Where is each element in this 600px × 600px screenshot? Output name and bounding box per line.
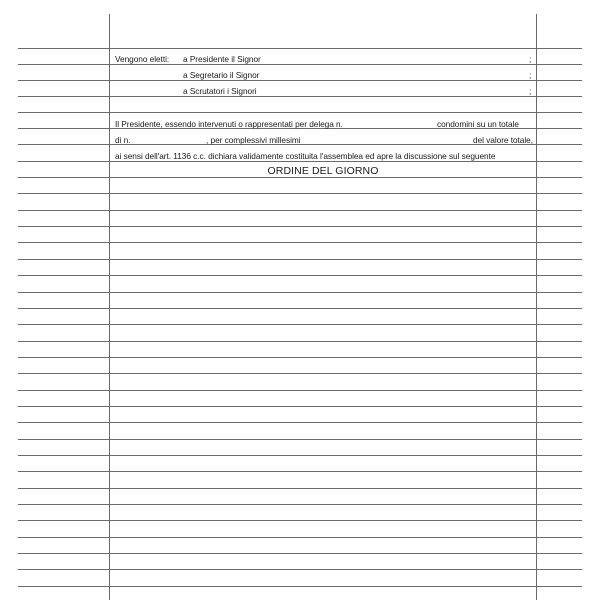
ruled-line: [18, 537, 582, 538]
scrutineers-label: a Scrutatori i Signori: [183, 86, 257, 96]
ruled-line: [18, 373, 582, 374]
ruled-line: [18, 553, 582, 554]
ruled-line: [18, 80, 582, 81]
declaration-text: ai sensi dell'art. 1136 c.c. dichiara validamente costituita l'assemblea ed apre la discussione sul seguente: [115, 151, 496, 161]
elected-label: Vengono eletti:: [115, 54, 170, 64]
president-label: a Presidente il Signor: [183, 54, 261, 64]
ruled-line: [18, 324, 582, 325]
millesimi-text: , per complessivi millesimi: [206, 135, 301, 145]
ruled-line: [18, 177, 582, 178]
ruled-line: [18, 292, 582, 293]
ruled-line: [18, 242, 582, 243]
ruled-line: [18, 455, 582, 456]
of-number-text: di n.: [115, 135, 131, 145]
ruled-line: [18, 504, 582, 505]
ruled-line: [18, 390, 582, 391]
attendance-text: Il Presidente, essendo intervenuti o rappresentati per delega n.: [115, 119, 343, 129]
ruled-line: [18, 439, 582, 440]
ruled-line: [18, 357, 582, 358]
total-value-text: del valore totale,: [473, 135, 533, 145]
ruled-line: [18, 193, 582, 194]
ruled-line: [18, 275, 582, 276]
secretary-semicolon: ;: [529, 70, 532, 80]
ruled-line: [18, 341, 582, 342]
right-margin-line: [536, 14, 537, 600]
ruled-line: [18, 520, 582, 521]
ruled-line: [18, 64, 582, 65]
ruled-line: [18, 422, 582, 423]
ruled-line: [18, 210, 582, 211]
ruled-line: [18, 569, 582, 570]
ruled-line: [18, 259, 582, 260]
ruled-line: [18, 586, 582, 587]
ruled-line: [18, 488, 582, 489]
ruled-line: [18, 96, 582, 97]
ruled-line: [18, 471, 582, 472]
president-semicolon: ;: [529, 54, 532, 64]
ruled-line: [18, 48, 582, 49]
ruled-line: [18, 226, 582, 227]
left-margin-line: [109, 14, 110, 600]
ruled-line: [18, 112, 582, 113]
secretary-label: a Segretario il Signor: [183, 70, 260, 80]
ruled-line: [18, 161, 582, 162]
ruled-line: [18, 308, 582, 309]
scrutineers-semicolon: ;: [529, 86, 532, 96]
agenda-heading: ORDINE DEL GIORNO: [267, 165, 379, 177]
ruled-line: [18, 406, 582, 407]
total-condomini-text: condomini su un totale: [437, 119, 519, 129]
